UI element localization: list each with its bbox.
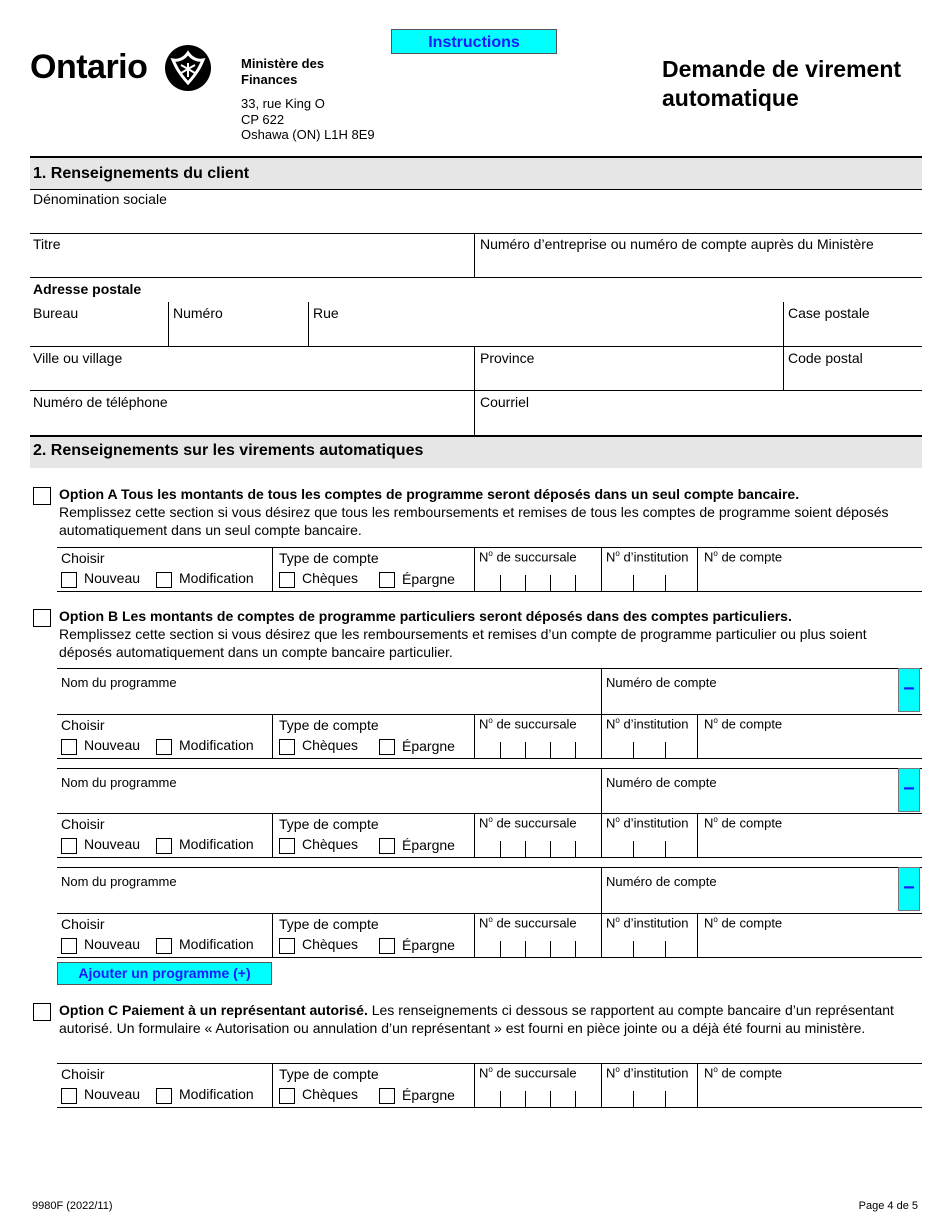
remove-program-button[interactable]: − (898, 668, 920, 712)
account-type-label: Type de compte (279, 1066, 379, 1082)
account-number-label: Numéro de compte (606, 775, 717, 790)
divider (57, 768, 922, 769)
savings-label: Épargne (402, 571, 455, 587)
transit-number-field[interactable] (475, 838, 600, 856)
option-b-checkbox[interactable] (33, 609, 51, 627)
new-label: Nouveau (84, 1086, 141, 1102)
institution-number-field[interactable] (602, 838, 696, 856)
no-sup: o (488, 1065, 493, 1074)
address-line: Oshawa (ON) L1H 8E9 (241, 127, 375, 142)
divider (272, 913, 273, 957)
savings-label: Épargne (402, 1087, 455, 1103)
institution-number-label (606, 1065, 689, 1080)
divider (30, 233, 922, 234)
digit-tick (575, 575, 576, 591)
no-prefix: N (606, 815, 616, 831)
savings-checkbox[interactable] (379, 838, 395, 854)
program-name-field[interactable] (57, 692, 600, 712)
divider (272, 1063, 273, 1107)
no-prefix: N (704, 915, 714, 931)
divider (308, 302, 309, 346)
digit-tick (575, 742, 576, 758)
savings-checkbox[interactable] (379, 938, 395, 954)
divider (30, 277, 922, 278)
transit-number-label (479, 915, 577, 930)
institution-suffix: d’institution (619, 815, 689, 831)
divider (57, 813, 922, 814)
no-sup: o (713, 915, 718, 924)
mailing-address-label: Adresse postale (33, 281, 142, 297)
new-label: Nouveau (84, 936, 141, 952)
digit-tick (550, 575, 551, 591)
no-prefix: N (479, 716, 489, 732)
digit-tick (550, 1091, 551, 1107)
savings-label: Épargne (402, 837, 455, 853)
business-number-field[interactable] (476, 252, 922, 276)
postal-code-label: Code postal (788, 350, 863, 366)
account-type-label: Type de compte (279, 717, 379, 733)
no-prefix: N (606, 549, 616, 565)
account-suffix: de compte (717, 915, 783, 931)
no-prefix: N (704, 716, 714, 732)
divider (57, 957, 922, 958)
new-label: Nouveau (84, 570, 141, 586)
digit-tick (575, 841, 576, 857)
choose-label: Choisir (61, 717, 105, 733)
po-box-label: Case postale (788, 305, 870, 321)
option-a-checkbox[interactable] (33, 487, 51, 505)
account-number-label (704, 815, 782, 830)
digit-tick (575, 1091, 576, 1107)
option-b-heading: Option B Les montants de comptes de programme particuliers seront déposés dans des comptes particuliers. (59, 608, 792, 624)
digit-tick (500, 1091, 501, 1107)
digit-tick (525, 742, 526, 758)
transit-number-label (479, 716, 577, 731)
no-sup: o (488, 549, 493, 558)
legal-name-label: Dénomination sociale (33, 191, 167, 207)
title-label: Titre (33, 236, 61, 252)
no-prefix: N (606, 915, 616, 931)
new-checkbox[interactable] (61, 838, 77, 854)
business-number-label: Numéro d’entreprise ou numéro de compte auprès du Ministère (480, 236, 874, 252)
add-program-button[interactable]: Ajouter un programme (+) (57, 962, 272, 985)
program-name-label: Nom du programme (61, 675, 177, 690)
divider (57, 591, 922, 592)
digit-tick (500, 841, 501, 857)
choose-label: Choisir (61, 1066, 105, 1082)
no-sup: o (713, 1065, 718, 1074)
new-checkbox[interactable] (61, 739, 77, 755)
modify-label: Modification (179, 737, 254, 753)
divider (272, 813, 273, 857)
new-checkbox[interactable] (61, 572, 77, 588)
option-a-text: Remplissez cette section si vous désirez que tous les remboursements et remises de tous les comptes de programme soient déposés automatiquement dans un seul compte bancaire. (59, 504, 889, 538)
modify-label: Modification (179, 570, 254, 586)
account-type-label: Type de compte (279, 916, 379, 932)
divider (272, 547, 273, 591)
account-suffix: de compte (717, 1065, 783, 1081)
divider (57, 547, 922, 548)
modify-checkbox[interactable] (156, 838, 172, 854)
program-account-field[interactable] (602, 792, 895, 812)
address-line: 33, rue King O (241, 96, 325, 111)
no-prefix: N (704, 815, 714, 831)
account-number-label (704, 1065, 782, 1080)
divider (57, 857, 922, 858)
divider (30, 189, 922, 190)
no-prefix: N (606, 716, 616, 732)
digit-tick (665, 841, 666, 857)
modify-checkbox[interactable] (156, 1088, 172, 1104)
no-sup: o (615, 716, 620, 725)
bank-details-row (0, 913, 950, 959)
account-number-field[interactable] (698, 572, 922, 590)
no-sup: o (713, 549, 718, 558)
page-number: Page 4 de 5 (858, 1200, 918, 1212)
remove-program-button[interactable]: − (898, 768, 920, 812)
transit-suffix: de succursale (492, 1065, 577, 1081)
instructions-button[interactable]: Instructions (391, 29, 557, 54)
institution-suffix: d’institution (619, 716, 689, 732)
remove-program-button[interactable]: − (898, 867, 920, 911)
no-prefix: N (479, 815, 489, 831)
city-label: Ville ou village (33, 350, 123, 366)
transit-number-label (479, 1065, 577, 1080)
account-number-field[interactable] (698, 938, 922, 956)
divider (30, 346, 922, 347)
program-row (0, 768, 950, 816)
account-number-label: Numéro de compte (606, 675, 717, 690)
divider (474, 346, 475, 436)
account-number-label (704, 915, 782, 930)
transit-suffix: de succursale (492, 549, 577, 565)
account-type-label: Type de compte (279, 816, 379, 832)
chequing-label: Chèques (302, 836, 359, 852)
chequing-checkbox[interactable] (279, 1088, 295, 1104)
divider (168, 302, 169, 346)
option-c-checkbox[interactable] (33, 1003, 51, 1021)
no-sup: o (615, 1065, 620, 1074)
transit-number-field[interactable] (475, 739, 600, 757)
savings-checkbox[interactable] (379, 1088, 395, 1104)
email-field[interactable] (476, 410, 922, 434)
no-prefix: N (704, 549, 714, 565)
digit-tick (550, 742, 551, 758)
savings-label: Épargne (402, 937, 455, 953)
digit-tick (525, 575, 526, 591)
account-suffix: de compte (717, 716, 783, 732)
modify-checkbox[interactable] (156, 572, 172, 588)
digit-tick (633, 1091, 634, 1107)
digit-tick (525, 941, 526, 957)
bank-details-row (0, 1063, 950, 1109)
ontario-logo-text: Ontario (30, 48, 148, 86)
chequing-checkbox[interactable] (279, 838, 295, 854)
digit-tick (500, 941, 501, 957)
legal-name-field[interactable] (30, 205, 922, 233)
no-sup: o (488, 915, 493, 924)
divider (57, 714, 922, 715)
digit-tick (525, 841, 526, 857)
divider (30, 390, 922, 391)
unit-label: Bureau (33, 305, 79, 321)
digit-tick (575, 941, 576, 957)
program-account-field[interactable] (602, 692, 895, 712)
form-number: 9980F (2022/11) (32, 1200, 113, 1212)
institution-suffix: d’institution (619, 915, 689, 931)
new-label: Nouveau (84, 836, 141, 852)
digit-tick (633, 841, 634, 857)
divider (57, 668, 922, 669)
bank-details-row (0, 547, 950, 593)
digit-tick (500, 575, 501, 591)
modify-label: Modification (179, 1086, 254, 1102)
account-suffix: de compte (717, 815, 783, 831)
ministry-name: Ministère des Finances (241, 56, 325, 87)
no-prefix: N (479, 549, 489, 565)
number-label: Numéro (173, 305, 223, 321)
digit-tick (665, 1091, 666, 1107)
divider (57, 1063, 922, 1064)
program-name-label: Nom du programme (61, 874, 177, 889)
program-name-label: Nom du programme (61, 775, 177, 790)
option-b-block (59, 607, 919, 661)
new-label: Nouveau (84, 737, 141, 753)
chequing-checkbox[interactable] (279, 739, 295, 755)
chequing-label: Chèques (302, 737, 359, 753)
divider (272, 714, 273, 758)
no-sup: o (488, 815, 493, 824)
title-field[interactable] (30, 252, 474, 276)
savings-label: Épargne (402, 738, 455, 754)
modify-label: Modification (179, 836, 254, 852)
section1-heading: 1. Renseignements du client (30, 158, 922, 189)
no-prefix: N (479, 1065, 489, 1081)
transit-number-label (479, 549, 577, 564)
modify-checkbox[interactable] (156, 938, 172, 954)
institution-number-field[interactable] (602, 1088, 696, 1106)
digit-tick (633, 742, 634, 758)
no-prefix: N (479, 915, 489, 931)
divider (57, 913, 922, 914)
document-title: Demande de virement automatique (662, 56, 902, 111)
digit-tick (550, 841, 551, 857)
institution-number-field[interactable] (602, 938, 696, 956)
divider (57, 758, 922, 759)
new-checkbox[interactable] (61, 938, 77, 954)
digit-tick (500, 742, 501, 758)
account-number-label: Numéro de compte (606, 874, 717, 889)
institution-suffix: d’institution (619, 549, 689, 565)
transit-suffix: de succursale (492, 915, 577, 931)
no-sup: o (615, 549, 620, 558)
account-number-field[interactable] (698, 739, 922, 757)
trillium-icon (165, 45, 211, 91)
modify-label: Modification (179, 936, 254, 952)
program-row (0, 867, 950, 915)
institution-number-label (606, 815, 689, 830)
no-sup: o (615, 815, 620, 824)
choose-label: Choisir (61, 816, 105, 832)
institution-suffix: d’institution (619, 1065, 689, 1081)
phone-field[interactable] (30, 410, 474, 434)
account-suffix: de compte (717, 549, 783, 565)
option-a-heading: Option A Tous les montants de tous les comptes de programme seront déposés dans un seul compte bancaire. (59, 486, 800, 502)
program-account-field[interactable] (602, 891, 895, 911)
section2-heading: 2. Renseignements sur les virements automatiques (30, 437, 922, 468)
digit-tick (633, 941, 634, 957)
new-checkbox[interactable] (61, 1088, 77, 1104)
institution-number-label (606, 549, 689, 564)
no-prefix: N (704, 1065, 714, 1081)
divider (474, 233, 475, 277)
bank-details-row (0, 714, 950, 760)
institution-number-field[interactable] (602, 739, 696, 757)
phone-label: Numéro de téléphone (33, 394, 168, 410)
transit-number-field[interactable] (475, 938, 600, 956)
no-sup: o (615, 915, 620, 924)
account-number-field[interactable] (698, 838, 922, 856)
ministry-address (241, 96, 375, 143)
street-label: Rue (313, 305, 339, 321)
no-prefix: N (606, 1065, 616, 1081)
modify-checkbox[interactable] (156, 739, 172, 755)
savings-checkbox[interactable] (379, 739, 395, 755)
chequing-checkbox[interactable] (279, 938, 295, 954)
option-a-block (59, 485, 919, 539)
option-b-text: Remplissez cette section si vous désirez que les remboursements et remises d’un compte de programme particulier ou plus soient déposés automatiquement dans un compte bancaire particulier. (59, 626, 867, 660)
chequing-label: Chèques (302, 570, 359, 586)
bank-details-row (0, 813, 950, 859)
account-number-label (704, 549, 782, 564)
institution-number-field[interactable] (602, 572, 696, 590)
account-number-field[interactable] (698, 1088, 922, 1106)
province-label: Province (480, 350, 535, 366)
program-name-field[interactable] (57, 792, 600, 812)
chequing-label: Chèques (302, 936, 359, 952)
digit-tick (525, 1091, 526, 1107)
digit-tick (633, 575, 634, 591)
transit-number-label (479, 815, 577, 830)
digit-tick (665, 941, 666, 957)
transit-suffix: de succursale (492, 716, 577, 732)
digit-tick (550, 941, 551, 957)
transit-suffix: de succursale (492, 815, 577, 831)
option-c-text: Les renseignements ci dessous se rapportent au compte bancaire d’un représentant autorisé. Un formulaire « Autorisation ou annulation d’un représentant » est fourni en pièce jointe ou a déjà été fourni au ministère. (59, 1002, 894, 1036)
account-type-label: Type de compte (279, 550, 379, 566)
chequing-label: Chèques (302, 1086, 359, 1102)
chequing-checkbox[interactable] (279, 572, 295, 588)
divider (57, 867, 922, 868)
program-name-field[interactable] (57, 891, 600, 911)
digit-tick (665, 742, 666, 758)
transit-number-field[interactable] (475, 1088, 600, 1106)
savings-checkbox[interactable] (379, 572, 395, 588)
option-c-block (59, 1001, 919, 1037)
option-c-heading: Option C Paiement à un représentant autorisé. (59, 1002, 368, 1018)
program-row (0, 668, 950, 716)
choose-label: Choisir (61, 916, 105, 932)
no-sup: o (488, 716, 493, 725)
institution-number-label (606, 915, 689, 930)
digit-tick (665, 575, 666, 591)
no-sup: o (713, 815, 718, 824)
transit-number-field[interactable] (475, 572, 600, 590)
choose-label: Choisir (61, 550, 105, 566)
address-line: CP 622 (241, 111, 285, 127)
email-label: Courriel (480, 394, 530, 410)
no-sup: o (713, 716, 718, 725)
account-number-label (704, 716, 782, 731)
divider (57, 1107, 922, 1108)
institution-number-label (606, 716, 689, 731)
